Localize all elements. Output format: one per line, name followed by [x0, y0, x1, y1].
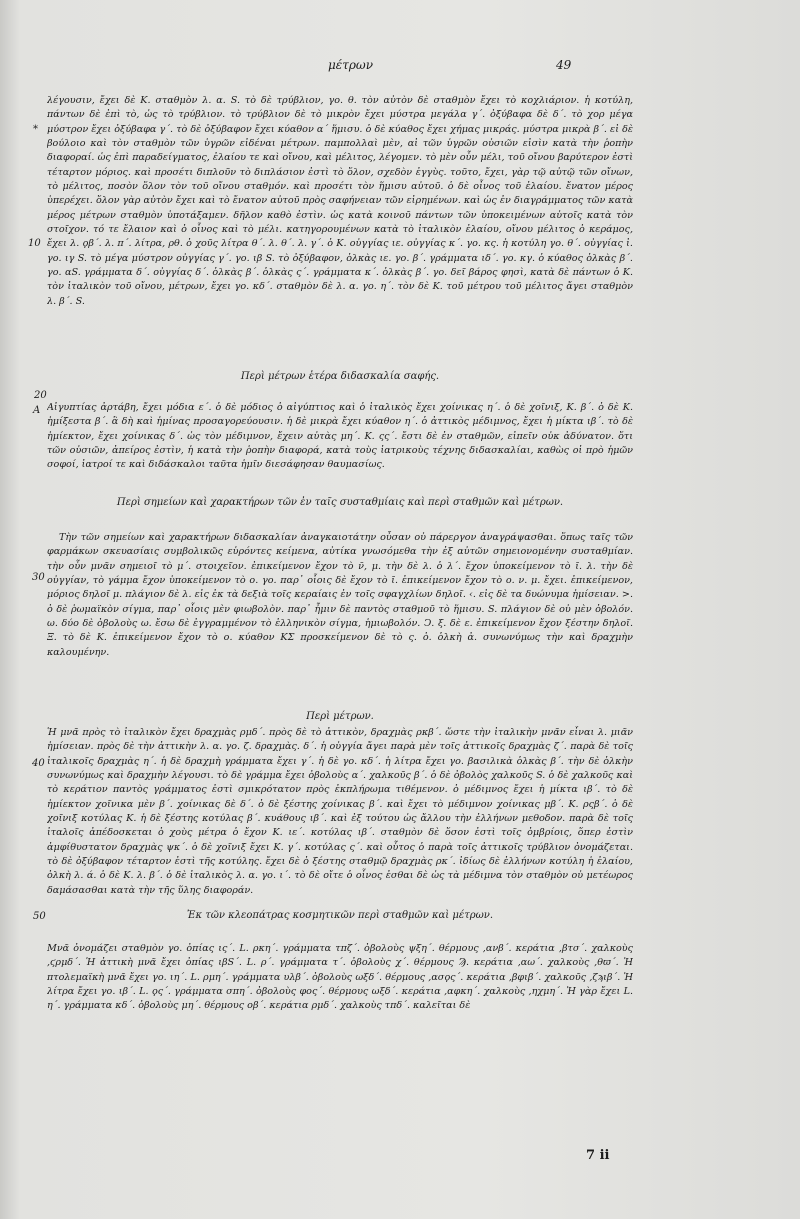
heading-cleopatra-cosmetics: Ἐκ τῶν κλεοπάτρας κοσμητικῶν περὶ σταθμῶν καὶ μέτρων. — [186, 910, 494, 921]
paragraph-egyptian-artaba: Αἰγυπτίας ἀρτάβη, ἔχει μόδια ε´. ὁ δὲ μόδιος ὁ αἰγύπτιος καὶ ὁ ἰταλικὸς ἔχει χοίνικας η´. ὁ δὲ χοῖνιξ, Κ. β´. ὁ δὲ Κ. ἡμίξεστα β´. ἃ δὴ καὶ ἡμίνας προσαγορεύουσιν. ἡ δὲ μικρὰ ἔχει κύαθον η´. ὁ ἀττικὸς μέδιμνος, ἔχει ἡ μίκτα ιβ´. τὸ δὲ ἡμίεκτον, ἔχει χοίνικας δ´. ὡς τὸν μέδιμνον, ἔχειν αὐτὰς μη´. Κ. ςς´. ἔστι δὲ ἐν σταθμῶν, εἰπεῖν οὐκ ἀδύνατον. ὅτι τῶν οὐσιῶν, ἀπείρος ἐστὶν, ἡ κατὰ τὴν ῥοπὴν διαφορά, κατὰ τοὺς ἰατρικοὺς τέχνης διδασκαλίαι, καθὼς οἱ πρὸ ἡμῶν σοφοί, ἰατροί τε καὶ διδάσκαλοι ταῦτα ἡμῖν διεσάφησαν θαυμασίως. — [47, 402, 633, 471]
initial-letter-a: A — [33, 405, 41, 416]
margin-line-number-40: 40 — [32, 758, 45, 769]
signature-mark: 7 ii — [586, 1148, 610, 1163]
margin-line-number-20: 20 — [34, 390, 47, 401]
asterisk-marker: * — [33, 124, 38, 135]
paragraph-mna-measures: Ἡ μνᾶ πρὸς τὸ ἰταλικὸν ἔχει δραχμὰς ρμδ´. πρὸς δὲ τὸ ἀττικὸν, δραχμὰς ρκβ´. ὥστε τὴν ἰταλικὴν μνᾶν εἶναι λ. μιᾶν ἡμίσειαν. πρὸς δὲ τὴν ἀττικὴν λ. α. γο. ζ. δραχμὰς. δ´. ἡ οὐγγία ἄγει παρὰ μὲν τοῖς ἀττικοῖς δραχμὰς ζ´. παρὰ δὲ τοῖς ἰταλικοῖς δραχμὰς η´. ἡ δὲ δραχμὴ γράμματα ἔχει γ´. ἡ δὲ γο. κδ´. ἡ λίτρα ἔχει γο. βασιλικὰ ὁλκὰς β´. τὴν δὲ ὁλκὴν συνωνύμως καὶ δραχμὴν λέγουσι. τὸ δὲ γράμμα ἔχει ὀβολοὺς α´. χαλκοῦς β´. ὁ δὲ ὀβολὸς χαλκοῦς S. ὁ δὲ χαλκοῦς καὶ τὸ κεράτιον παντὸς γράμματος ἐστὶ σμικρότατον πρὸς ἐκπλήρωμα τιθέμενον. ὁ μέδιμνος ἔχει ἡ μίκτα ιβ´. τὸ δὲ ἡμίεκτον χοῖνικα μὲν β´. χοίνικας δὲ δ´. ὁ δὲ ξέστης χοίνικας β´. καὶ ἔχει τὸ μέδιμνον χοίνικας μβ´. Κ. ρςβ´. ὁ δὲ χοῖνιξ κοτύλας Κ. ἡ δὲ ξέστης κοτύλας β´. κυάθους ιβ´. καὶ ἐξ τούτου ὡς ἄλλου τὴν ἐλλήνων μεθοδον. παρὰ δὲ τοῖς ἰταλοῖς ἀπέδοσκεται ὁ χοὺς μέτρα ὁ ἔχον Κ. ιε´. κοτύλας ιβ´. σταθμὸν δὲ ὅσον ἐστὶ τοῖς ὀμβρίοις, ὅπερ ἐστὶν ἀμφίθυστατον δραχμὰς ψκ´. ὁ δὲ χοῖνιξ ἔχει Κ. γ´. κοτύλας ς´. καὶ οὗτος ὁ παρὰ τοῖς ἀττικοῖς τρύβλιον ὀνομάζεται. τὸ δὲ ὀξύβαφον τέταρτον ἐστὶ τῆς κοτύλης. ἔχει δὲ ὁ ξέστης σταθμῷ δραχμὰς ρκ´. ἰδίως δὲ ἑλλήνων κοτύλη ἡ ἐλαίου, ὁλκὴ λ. ά. ὁ δὲ Κ. λ. β´. ὁ δὲ ἰταλικὸς λ. α. γο. ι´. τὸ δὲ οἴτε ὁ οἶνος ἐσθαι δὲ ὡς τὰ μέδιμνα τὸν σταθμὸν οὐ μετέωρος δαμάσασθαι κατὰ τὴν τῆς ὕλης διαφοράν. — [47, 727, 633, 896]
heading-signs-and-characters: Περὶ σημείων καὶ χαρακτήρων τῶν ἐν ταῖς συσταθμίαις καὶ περὶ σταθμῶν καὶ μέτρων. — [116, 497, 564, 508]
running-head-title: μέτρων — [328, 58, 374, 72]
margin-line-number-10: 10 — [28, 238, 41, 249]
page-number: 49 — [556, 58, 572, 72]
heading-other-teaching: Περὶ μέτρων ἑτέρα διδασκαλία σαφής. — [240, 371, 440, 382]
margin-line-number-50: 50 — [33, 911, 46, 922]
paragraph-signs: Τὴν τῶν σημείων καὶ χαρακτήρων διδασκαλίαν ἀναγκαιοτάτην οὖσαν οὐ πάρεργον ἀναγράψασθαι. ὅπως ταῖς τῶν φαρμάκων σκευασίαις συμβολικῶς εὑρόντες κείμενα, αὐτίκα γνωσόμεθα τὴν ἐξ αὐτῶν σημειονομένην συσταθμίαν. τὴν οὖν μνᾶν σημειοῖ τὸ μ´. στοιχεῖον. ἐπικείμενον ἔχον τὸ ν̄, μ. τὴν δὲ λ. ὁ λ´. ἔχον ὑποκείμενον τὸ ῑ. λ. τὴν δὲ οὐγγίαν, τὸ γάμμα ἔχον ὑποκείμενον τὸ ο. γο. παρ᾽ οἷοις δὲ ἔχον τὸ ῑ. ἐπικείμενον ἔχον τὸ ο. ν. μ. ἔχει. ἐπικείμενον, μόριος δηλοῖ μ. πλάγιον δὲ λ. εἰς ἐκ τὰ δεξιὰ τοῖς κεραίαις ἐν τοῖς σφαγχλίων δηλοῖ. ‹. εἰς δὲ τα δυώνυμα ἡμίσειαν. >. ὁ δὲ ῥωμαϊκὸν σίγμα, παρ᾽ οἷοις μὲν φιωβολὸν. παρ᾽ ἦμιν δὲ παντὸς σταθμοῦ τὸ ἥμισυ. S. πλάγιον δὲ οὐ μὲν ὀβολόν. ω. δύο δὲ ὀβολοὺς ω. ἔσω δὲ ἐγγραμμένον τὸ ἑλληνικὸν σίγμα, ἡμιωβολόν. Ͻ. ξ. δὲ ε. ἐπικείμενον ἔχον ξέστην δηλοῖ. Ξ. τὸ δὲ Κ. ἐπικείμενον ἔχον τὸ ο. κύαθον ΚΣ προσκείμενον δὲ τὸ ς. ὁ. ὁλκὴ ἀ. συνωνύμως τὴν καὶ δραχμὴν καλουμένην. — [47, 532, 633, 658]
paragraph-cleopatra-weights: Μνᾶ ὀνομάζει σταθμὸν γο. ὀπίας ις´. L. ρκη´. γράμματα τπζ´. ὀβολοὺς ψξη´. θέρμους ,ανβ´. κεράτια ,βτσ´. χαλκοὺς ,ϛρμδ´. Ἡ ἀττικὴ μνᾶ ἔχει ὀπίας ιβS´. L. ρ´. γράμματα τ´. ὀβολοὺς χ´. θέρμους Ϡ. κεράτια ,αω´. χαλκοὺς ,θϖ´. Ἡ πτολεμαϊκὴ μνᾶ ἔχει γο. ιη´. L. ρμη´. γράμματα υλβ´. ὀβολοὺς ωξδ´. θέρμους ,ασϙς´. κεράτια ,βφιβ´. χαλκοῦς ,ζϡιβ´. Ἡ λίτρα ἔχει γο. ιβ´. L. ϙς´. γράμματα σπη´. ὀβολοὺς φος´. θέρμους ωξδ´. κεράτια ,αφκη´. χαλκοὺς ,ηχμη´. Ἡ γὰρ ἔχει L. η´. γράμματα κδ´. ὀβολοὺς μη´. θέρμους οβ´. κεράτια ρμδ´. χαλκοὺς τπδ´. καλεῖται δὲ — [47, 943, 633, 1012]
heading-on-measures: Περὶ μέτρων. — [306, 711, 374, 722]
paragraph-liquid-measures: λέγουσιν, ἔχει δὲ Κ. σταθμὸν λ. α. S. τὸ δὲ τρύβλιον, γο. θ. τὸν αὐτὸν δὲ σταθμὸν ἔχει τὸ κοχλιάριον. ἡ κοτύλη, πάντων δὲ ἐπὶ τὸ, ὡς τὸ τρύβλιον. τὸ τρύβλιον δὲ τὸ μικρὸν ἔχει μύστρα μεγάλα γ´. ὀξύβαφα δὲ δ´. τὸ χορ μέγα μύστρον ἔχει ὀξύβαφα γ´. τὸ δὲ ὀξύβαφον ἔχει κύαθον α΄ ἥμισυ. ὁ δὲ κύαθος ἔχει χήμας μικράς. μύστρα μικρὰ β´. εἰ δὲ βούλοιο καὶ τὸν σταθμὸν τῶν ὑγρῶν εἰδέναι μέτρων. παμπολλαὶ μὲν, αἱ τῶν ὑγρῶν οὐσιῶν εἰσὶν κατὰ τὴν ῥοπὴν διαφοραί. ὡς ἐπὶ παραδείγματος, ἐλαίου τε καὶ οἴνου, καὶ μέλιτος, λέγομεν. τὸ μὲν οὖν μέλι, τοῦ οἴνου βαρύτερον ἐστὶ τέταρτον μόριος. καὶ προσέτι διπλοῦν τὸ διπλάσιον ἐστὶ τὸ ὅλον, σχεδὸν ἐγγὺς. τοῦτο, ἔχει, γὰρ τῷ αὐτῷ τῶν οἴνων, τὸ μέλιτος, ποσὸν ὅλον τὸν τοῦ οἴνου σταθμόν. καὶ προσέτι τὸν ἥμισυ αὐτοῦ. ὁ δὲ οἶνος τοῦ ἐλαίου. ἔνατον μέρος ὑπερέχει. ὅλον γὰρ αὐτὸν ἔχει καὶ τὸ ἔνατον αὐτοῦ πρὸς σαφήνειαν τῶν εἰρημένων. καὶ ὡς ἐν διαγράμματος τῶν κατὰ μέρος μέτρων σταθμὸν ὑποτάξαμεν. δῆλον καθὸ ἐστὶν. ὡς κατὰ κοινοῦ πάντων τῶν ὑποκειμένων αὐτοῖς κατὰ τὸν στοῖχον. τό τε ἔλαιον καὶ ὁ οἶνος καὶ τὸ μέλι. κατηγορουμένων κατὰ τὸ ἰταλικὸν ἐλαίου, οἴνου μέλιτος ὁ κεράμος, ἔχει λ. ϙβ´. λ. π´. λίτρα, ρθ. ὁ χοῦς λίτρα θ´. λ. θ´. λ. γ´. ὁ Κ. οὐγγίας ιε. οὐγγίας κ´. γο. κς. ἡ κοτύλη γο. θ´. οὐγγίας ἰ. γο. ιγ S. τὸ μέγα μύστρον οὐγγίας γ´. γο. ιβ S. τὸ ὀξύβαφον, ὁλκὰς ιε. γο. β´. γράμματα ιδ´. γο. κγ. ὁ κύαθος ὁλκὰς β´. γο. αS. γράμματα δ´. οὐγγίας δ´. ὁλκὰς β´. ὁλκὰς ς´. γράμματα κ´. ὁλκὰς β´. γο. δεῖ βάρος φησὶ, κατὰ δὲ πάντων ὁ Κ. τὸν ἰταλικὸν τοῦ οἴνου, μέτρων, ἔχει γο. κδ´. σταθμὸν δὲ λ. α. γο. η´. τὸν δὲ Κ. τοῦ μέτρου τοῦ μέλιτος ἄγει σταθμὸν λ. β´. S. — [47, 95, 633, 307]
margin-line-number-30: 30 — [32, 572, 45, 583]
